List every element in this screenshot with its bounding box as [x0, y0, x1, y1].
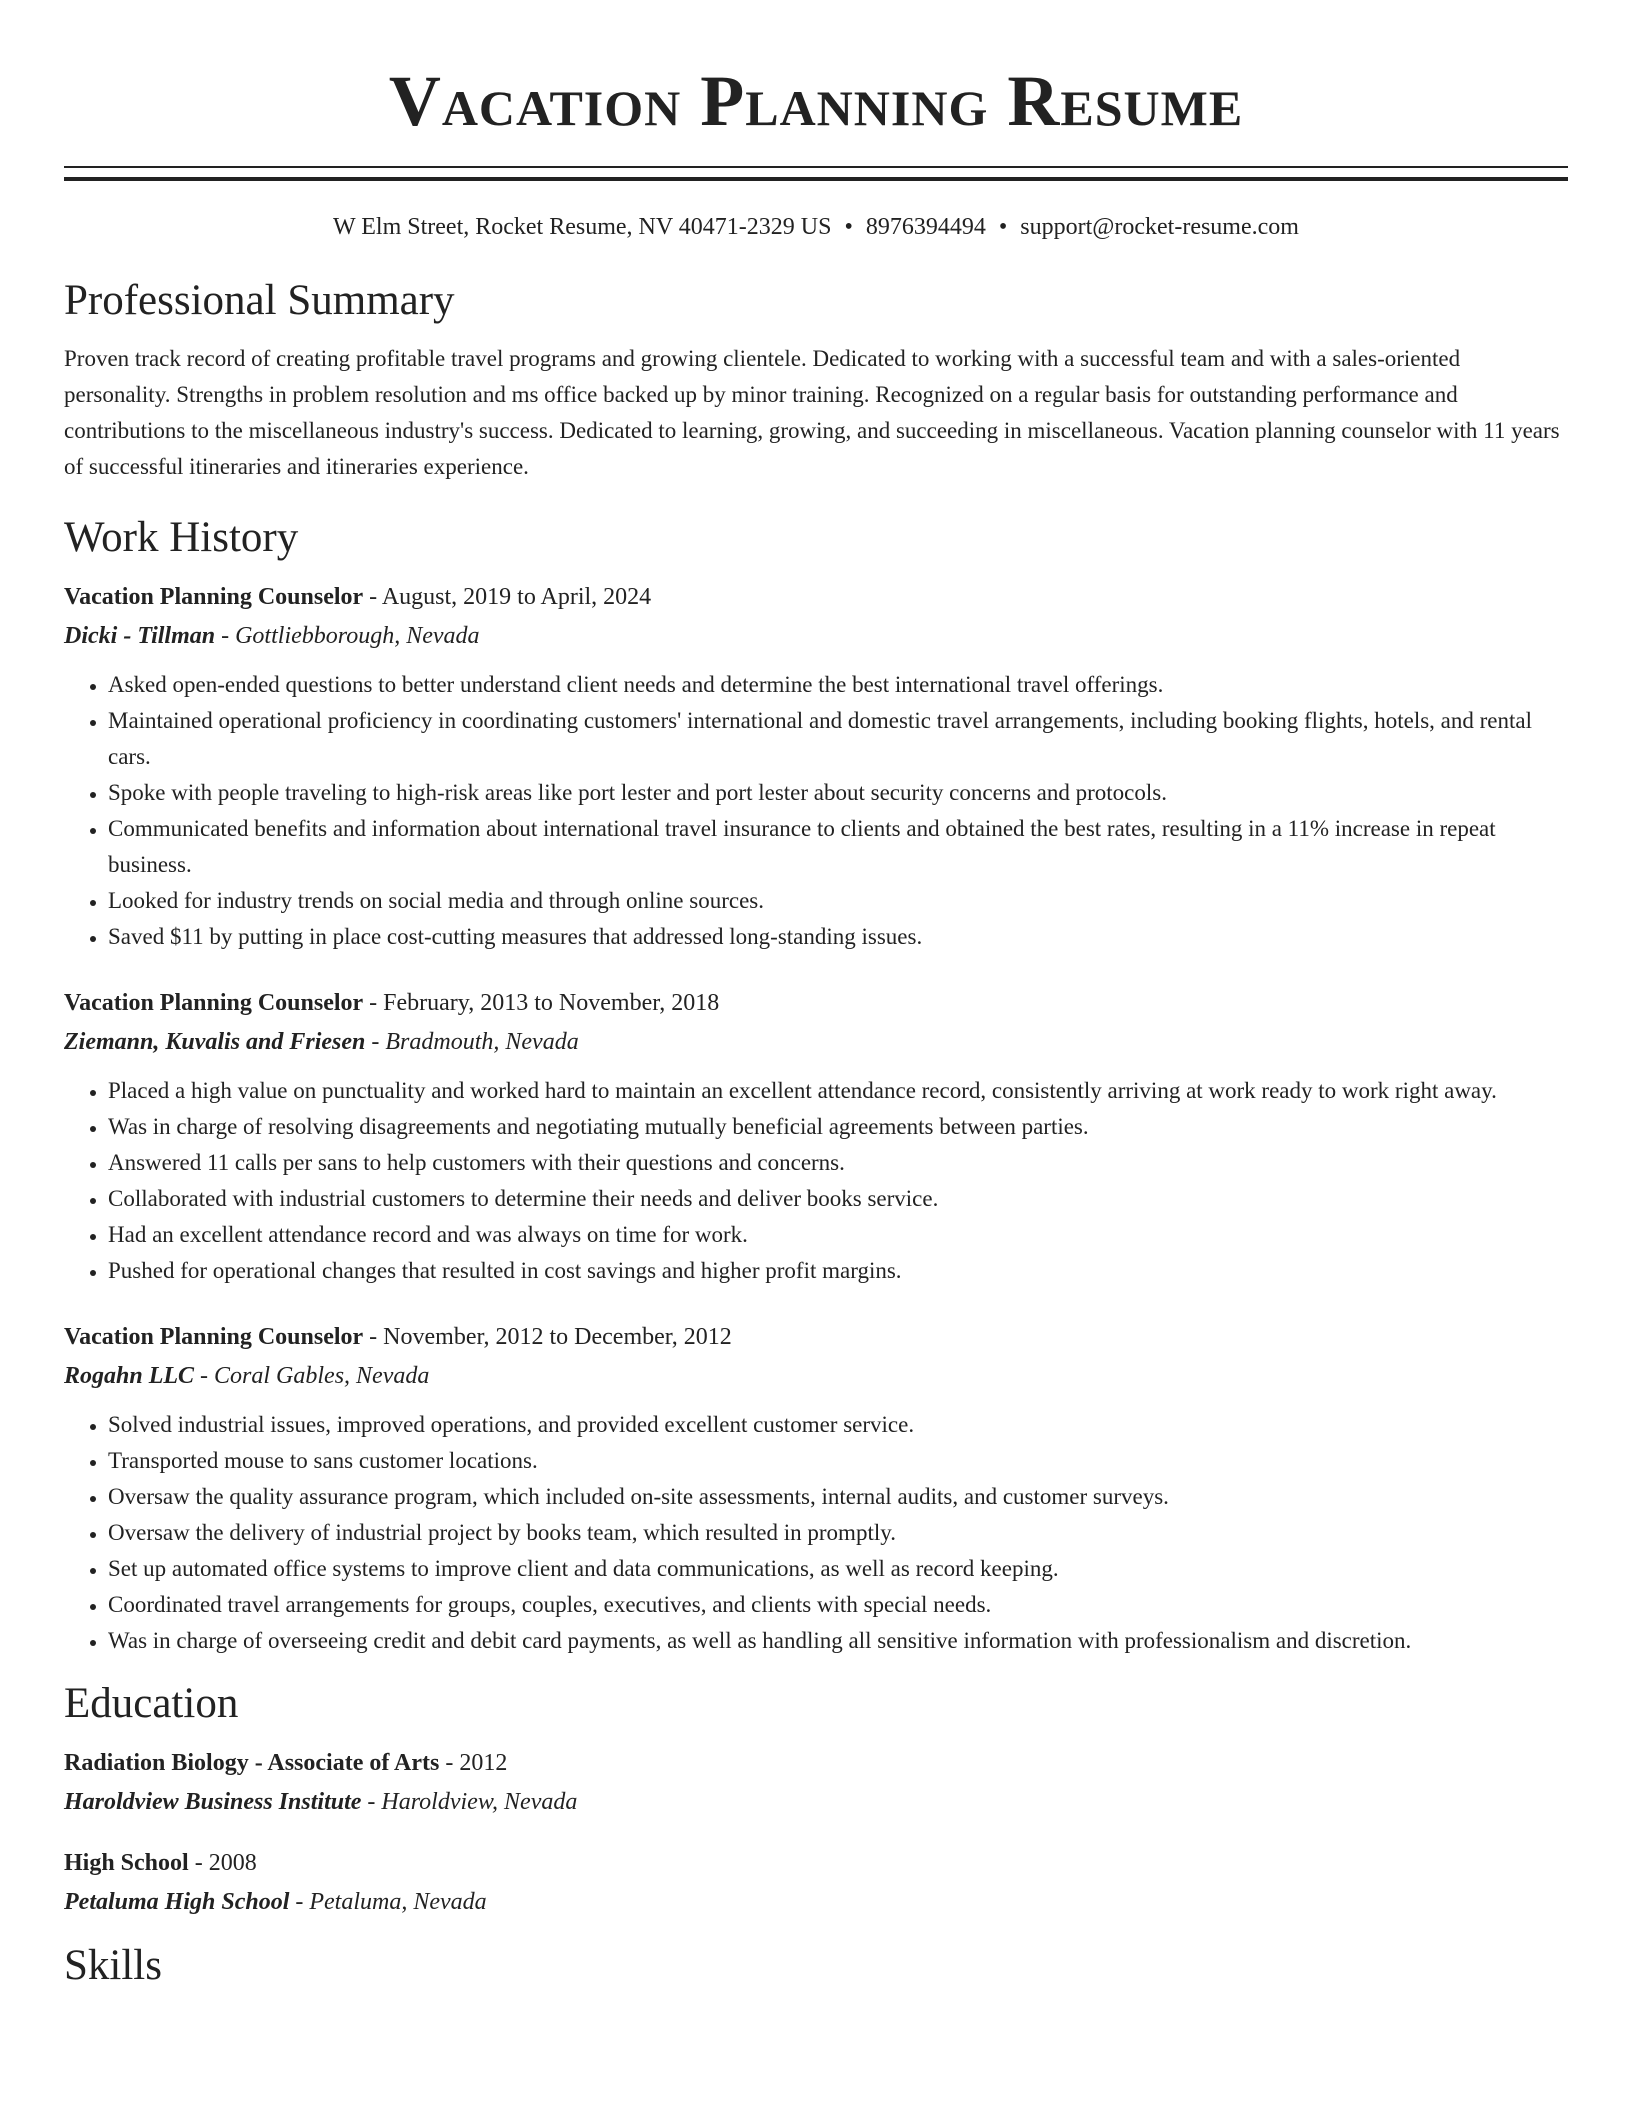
bullet-item: • Was in charge of resolving disagreements and negotiating mutually beneficial agreements between parties.: [108, 1109, 1568, 1145]
degree-name: Radiation Biology - Associate of Arts: [64, 1750, 440, 1776]
summary-text: Proven track record of creating profitable travel programs and growing clientele. Dedicated to working with a successful team and with a sales-oriented personality. Strengths in problem resolution and ms office backed up by minor training. Recognized on a regular basis for outstanding performance and contributions to the miscellaneous industry's success. Dedicated to learning, growing, and succeeding in miscellaneous. Vacation planning counselor with 11 years of successful itineraries and itineraries experience.: [64, 346, 1560, 479]
employer-name: Ziemann, Kuvalis and Friesen: [64, 1029, 366, 1055]
bullet-item: • Answered 11 calls per sans to help customers with their questions and concerns.: [108, 1145, 1568, 1181]
bullet-item: • Collaborated with industrial customers to determine their needs and deliver books service.: [108, 1181, 1568, 1217]
bullet-item: • Solved industrial issues, improved operations, and provided excellent customer service.: [108, 1407, 1568, 1443]
resume-title: Vacation Planning Resume: [388, 61, 1244, 141]
job-entry: [64, 1322, 1568, 1659]
employer-name: Rogahn LLC: [64, 1363, 195, 1389]
contact-separator: •: [998, 214, 1008, 240]
section-heading-skills: Skills: [64, 1942, 162, 1989]
contact-email: support@rocket-resume.com: [1020, 214, 1299, 240]
education-entry: [64, 1748, 1568, 1817]
bullet-item: • Coordinated travel arrangements for groups, couples, executives, and clients with special needs.: [108, 1587, 1568, 1623]
contact-address: W Elm Street, Rocket Resume, NV 40471-2329 US: [333, 214, 832, 240]
job-dates: - November, 2012 to December, 2012: [363, 1324, 732, 1350]
degree-line: [64, 1848, 1568, 1878]
employer-location: - Bradmouth, Nevada: [365, 1029, 579, 1055]
bullet-item: • Placed a high value on punctuality and worked hard to maintain an excellent attendance record, consistently arriving at work ready to work right away.: [108, 1073, 1568, 1109]
school-location: - Petaluma, Nevada: [289, 1889, 487, 1915]
bullet-item: • Maintained operational proficiency in coordinating customers' international and domestic travel arrangements, including booking flights, hotels, and rental cars.: [108, 703, 1568, 775]
school-name: Petaluma High School: [64, 1889, 290, 1915]
degree-year: - 2008: [188, 1850, 257, 1876]
degree-line: [64, 1748, 1568, 1778]
job-title-line: [64, 1322, 1568, 1352]
bullet-item: • Was in charge of overseeing credit and debit card payments, as well as handling all sensitive information with professionalism and discretion.: [108, 1623, 1568, 1659]
section-heading-summary: Professional Summary: [64, 277, 455, 324]
school-line: [64, 1887, 1568, 1917]
bullet-item: • Communicated benefits and information about international travel insurance to clients and obtained the best rates, resulting in a 11% increase in repeat business.: [108, 811, 1568, 883]
bullet-item: • Looked for industry trends on social media and through online sources.: [108, 883, 1568, 919]
job-entry: [64, 582, 1568, 955]
bullet-item: • Oversaw the quality assurance program, which included on-site assessments, internal audits, and customer surveys.: [108, 1479, 1568, 1515]
employer-location: - Coral Gables, Nevada: [194, 1363, 430, 1389]
title-divider: [64, 166, 1568, 181]
job-title: Vacation Planning Counselor: [64, 1324, 364, 1350]
contact-line: [64, 212, 1568, 242]
section-heading-work-history: Work History: [64, 514, 299, 561]
bullet-item: • Had an excellent attendance record and was always on time for work.: [108, 1217, 1568, 1253]
job-bullets: [64, 1407, 1568, 1659]
bullet-item: • Saved $11 by putting in place cost-cutting measures that addressed long-standing issues.: [108, 919, 1568, 955]
school-line: [64, 1787, 1568, 1817]
bullet-item: • Pushed for operational changes that resulted in cost savings and higher profit margins.: [108, 1253, 1568, 1289]
bullet-item: • Asked open-ended questions to better understand client needs and determine the best international travel offerings.: [108, 667, 1568, 703]
degree-name: High School: [64, 1850, 189, 1876]
bullet-item: • Spoke with people traveling to high-risk areas like port lester and port lester about security concerns and protocols.: [108, 775, 1568, 811]
job-title-line: [64, 582, 1568, 612]
job-entry: [64, 988, 1568, 1289]
school-location: - Haroldview, Nevada: [361, 1789, 578, 1815]
section-heading-education: Education: [64, 1680, 239, 1727]
job-bullets: [64, 667, 1568, 955]
employer-line: [64, 1027, 1568, 1057]
school-name: Haroldview Business Institute: [64, 1789, 362, 1815]
job-title: Vacation Planning Counselor: [64, 584, 364, 610]
job-title-line: [64, 988, 1568, 1018]
employer-line: [64, 621, 1568, 651]
job-bullets: [64, 1073, 1568, 1289]
contact-phone: 8976394494: [865, 214, 986, 240]
employer-location: - Gottliebborough, Nevada: [215, 623, 480, 649]
job-title: Vacation Planning Counselor: [64, 990, 364, 1016]
job-dates: - February, 2013 to November, 2018: [363, 990, 720, 1016]
job-dates: - August, 2019 to April, 2024: [363, 584, 652, 610]
employer-name: Dicki - Tillman: [64, 623, 216, 649]
employer-line: [64, 1361, 1568, 1391]
degree-year: - 2012: [439, 1750, 508, 1776]
bullet-item: • Oversaw the delivery of industrial project by books team, which resulted in promptly.: [108, 1515, 1568, 1551]
education-entry: [64, 1848, 1568, 1917]
contact-separator: •: [844, 214, 853, 240]
bullet-item: • Transported mouse to sans customer locations.: [108, 1443, 1568, 1479]
bullet-item: • Set up automated office systems to improve client and data communications, as well as record keeping.: [108, 1551, 1568, 1587]
resume-page: [64, 0, 1568, 1991]
